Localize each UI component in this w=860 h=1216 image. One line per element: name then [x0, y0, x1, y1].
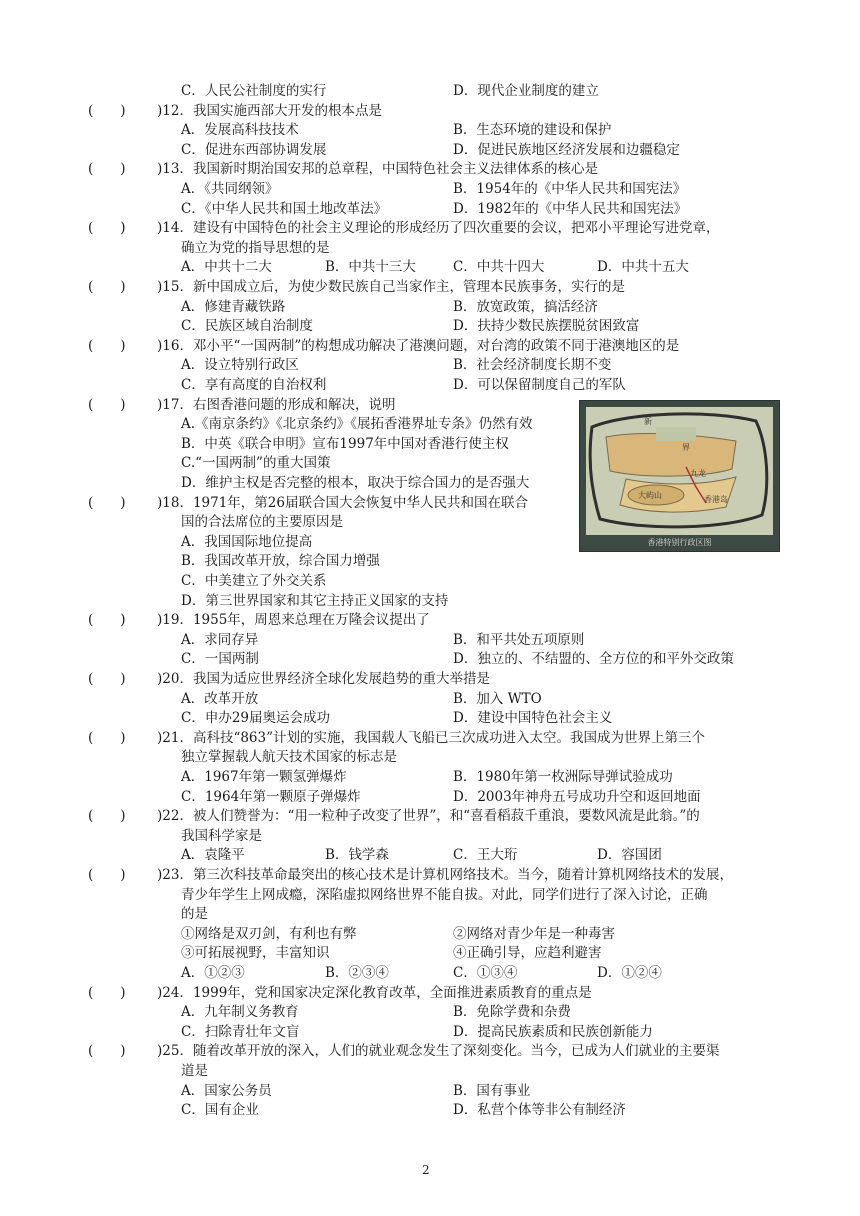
- option-c: C．王大珩: [453, 847, 518, 864]
- question-stem: )25．随着改革开放的深入，人们的就业观念发生了深刻变化。当今，已成为人们就业的主要渠: [157, 1043, 720, 1060]
- option-a: A．九年制义务教育: [181, 1004, 299, 1021]
- option-c: C.“一国两制”的重大国策: [181, 455, 331, 472]
- question-stem: )17．右图香港问题的形成和解决，说明: [157, 396, 396, 413]
- question-stem: )16．邓小平“一国两制”的构想成功解决了港澳问题，对台湾的政策不同于港澳地区的是: [157, 337, 680, 354]
- option-b: B．1980年第一枚洲际导弹试验成功: [453, 769, 673, 785]
- option-c: C．人民公社制度的实行: [181, 83, 327, 99]
- option-c: C．①③④: [453, 965, 518, 981]
- option-d: D．促进民族地区经济发展和边疆稳定: [453, 141, 680, 158]
- option-c: C．享有高度的自治权利: [181, 377, 327, 393]
- option-d: D．建设中国特色社会主义: [453, 710, 613, 727]
- map-label-territories: 界: [682, 443, 690, 452]
- option-b: B．中共十三大: [325, 259, 416, 276]
- option-a: A．求同存异: [181, 631, 259, 648]
- statement-item: ④正确引导，应趋利避害: [453, 945, 602, 962]
- option-b: B．生态环境的建设和保护: [453, 122, 612, 139]
- answer-blank[interactable]: ( ): [88, 729, 126, 746]
- option-b: B．②③④: [325, 965, 389, 981]
- statement-item: ②网络对青少年是一种毒害: [453, 925, 615, 942]
- question-stem: 独立掌握载人航天技术国家的标志是: [181, 749, 397, 766]
- option-d: D．独立的、不结盟的、全方位的和平外交政策: [453, 651, 734, 668]
- option-a: A．中共十二大: [181, 259, 272, 276]
- answer-blank[interactable]: ( ): [88, 279, 126, 295]
- question-stem: 青少年学生上网成瘾，深陷虚拟网络世界不能自拔。对此，同学们进行了深入讨论，正确: [181, 886, 708, 903]
- answer-blank[interactable]: ( ): [88, 102, 126, 119]
- option-a: A．改革开放: [181, 690, 259, 707]
- question-stem: )20．我国为适应世界经济全球化发展趋势的重大举措是: [157, 671, 490, 687]
- question-stem: 我国科学家是: [181, 827, 262, 844]
- map-caption: 香港特别行政区图: [647, 538, 712, 547]
- option-d: D．现代企业制度的建立: [453, 83, 599, 99]
- option-b: B．免除学费和杂费: [453, 1004, 571, 1021]
- option-a: A．我国国际地位提高: [181, 533, 313, 550]
- hong-kong-map-image: [579, 400, 780, 552]
- map-label-new: 新: [644, 417, 652, 426]
- option-c: C．中共十四大: [453, 259, 545, 276]
- question-stem: 道是: [181, 1063, 208, 1079]
- option-a: A．1967年第一颗氢弹爆炸: [181, 769, 347, 785]
- option-a: A．发展高科技技术: [181, 122, 299, 139]
- option-a: A．国家公务员: [181, 1082, 272, 1099]
- option-a: A．《共同纲领》: [181, 181, 279, 197]
- question-stem: )21．高科技“863”计划的实施，我国载人飞船已三次成功进入太空。我国成为世界上第三个: [157, 729, 706, 746]
- option-d: D．1982年的《中华人民共和国宪法》: [453, 200, 688, 217]
- answer-blank[interactable]: ( ): [88, 867, 126, 883]
- answer-blank[interactable]: ( ): [88, 337, 126, 354]
- question-stem: )12．我国实施西部大开发的根本点是: [157, 102, 382, 119]
- option-d: D．提高民族素质和民族创新能力: [453, 1023, 653, 1040]
- option-d: D．①②④: [597, 965, 662, 981]
- option-d: D．中共十五大: [597, 259, 689, 276]
- option-b: B．我国改革开放，综合国力增强: [181, 553, 380, 570]
- answer-blank[interactable]: ( ): [88, 1043, 126, 1060]
- option-a: A．修建青藏铁路: [181, 298, 286, 315]
- question-stem: )23．第三次科技革命最突出的核心技术是计算机网络技术。当今，随着计算机网络技术的发展，: [157, 867, 733, 883]
- answer-blank[interactable]: ( ): [88, 671, 126, 687]
- answer-blank[interactable]: ( ): [88, 808, 126, 825]
- map-label-kowloon: 九龙: [690, 469, 706, 478]
- option-c: C．一国两制: [181, 651, 259, 668]
- option-c: C．申办29届奥运会成功: [181, 710, 331, 727]
- question-stem: 国的合法席位的主要原因是: [181, 514, 343, 531]
- map-drawing: [586, 407, 773, 535]
- option-c: C．《中华人民共和国土地改革法》: [181, 200, 388, 217]
- question-stem: )22．被人们赞誉为：“用一粒种子改变了世界”，和“喜看稻菽千重浪，要数风流是此翁。”的: [157, 808, 700, 825]
- map-label-hk-island: 香港岛: [704, 495, 728, 504]
- statement-item: ③可拓展视野，丰富知识: [181, 945, 330, 962]
- option-c: C．中美建立了外交关系: [181, 573, 327, 589]
- question-stem: 确立为党的指导思想的是: [181, 239, 330, 256]
- question-stem: )13．我国新时期治国安邦的总章程，中国特色社会主义法律体系的核心是: [157, 161, 598, 178]
- option-c: C．扫除青壮年文盲: [181, 1023, 300, 1040]
- statement-item: ①网络是双刃剑，有利也有弊: [181, 925, 357, 942]
- question-stem: )18．1971年，第26届联合国大会恢复中华人民共和国在联合: [157, 494, 528, 511]
- option-b: B．中英《联合申明》宣布1997年中国对香港行使主权: [181, 435, 509, 452]
- option-d: D．扶持少数民族摆脱贫困致富: [453, 318, 640, 335]
- answer-blank[interactable]: ( ): [88, 161, 126, 178]
- option-d: D．容国团: [597, 847, 662, 864]
- option-d: D．第三世界国家和其它主持正义国家的支持: [181, 592, 449, 609]
- option-a: A．设立特别行政区: [181, 357, 299, 374]
- map-area: [586, 407, 773, 535]
- map-label-lantau: 大屿山: [638, 491, 662, 500]
- option-d: D．2003年神舟五号成功升空和返回地面: [453, 788, 701, 805]
- option-b: B．加入 WTO: [453, 690, 542, 707]
- question-stem: )24．1999年，党和国家决定深化教育改革，全面推进素质教育的重点是: [157, 984, 592, 1001]
- option-c: C．1964年第一颗原子弹爆炸: [181, 788, 361, 805]
- option-c: C．国有企业: [181, 1102, 259, 1119]
- answer-blank[interactable]: ( ): [88, 984, 126, 1001]
- option-d: D．可以保留制度自己的军队: [453, 377, 626, 393]
- question-stem: )14．建设有中国特色的社会主义理论的形成经历了四次重要的会议，把邓小平理论写进党章，: [157, 220, 720, 237]
- option-c: C．民族区域自治制度: [181, 318, 313, 335]
- answer-blank[interactable]: ( ): [88, 612, 126, 629]
- option-b: B．钱学森: [325, 847, 389, 864]
- option-d: D．私营个体等非公有制经济: [453, 1102, 626, 1119]
- option-b: B．国有事业: [453, 1082, 531, 1099]
- option-d: D．维护主权是否完整的根本，取决于综合国力的是否强大: [181, 475, 530, 491]
- answer-blank[interactable]: ( ): [88, 396, 126, 413]
- question-stem: 的是: [181, 906, 208, 923]
- page-number: 2: [422, 1163, 430, 1177]
- answer-blank[interactable]: ( ): [88, 494, 126, 511]
- option-c: C．促进东西部协调发展: [181, 141, 327, 158]
- answer-blank[interactable]: ( ): [88, 220, 126, 237]
- option-a: A．①②③: [181, 965, 245, 981]
- option-b: B．社会经济制度长期不变: [453, 357, 612, 374]
- option-b: B．1954年的《中华人民共和国宪法》: [453, 181, 687, 197]
- option-a: A.《南京条约》《北京条约》《展拓香港界址专条》仍然有效: [181, 416, 533, 433]
- option-b: B．和平共处五项原则: [453, 631, 585, 648]
- option-a: A．袁隆平: [181, 847, 245, 864]
- option-b: B．放宽政策，搞活经济: [453, 298, 598, 315]
- question-stem: )19．1955年，周恩来总理在万隆会议提出了: [157, 612, 430, 629]
- question-stem: )15．新中国成立后，为使少数民族自己当家作主，管理本民族事务，实行的是: [157, 279, 625, 295]
